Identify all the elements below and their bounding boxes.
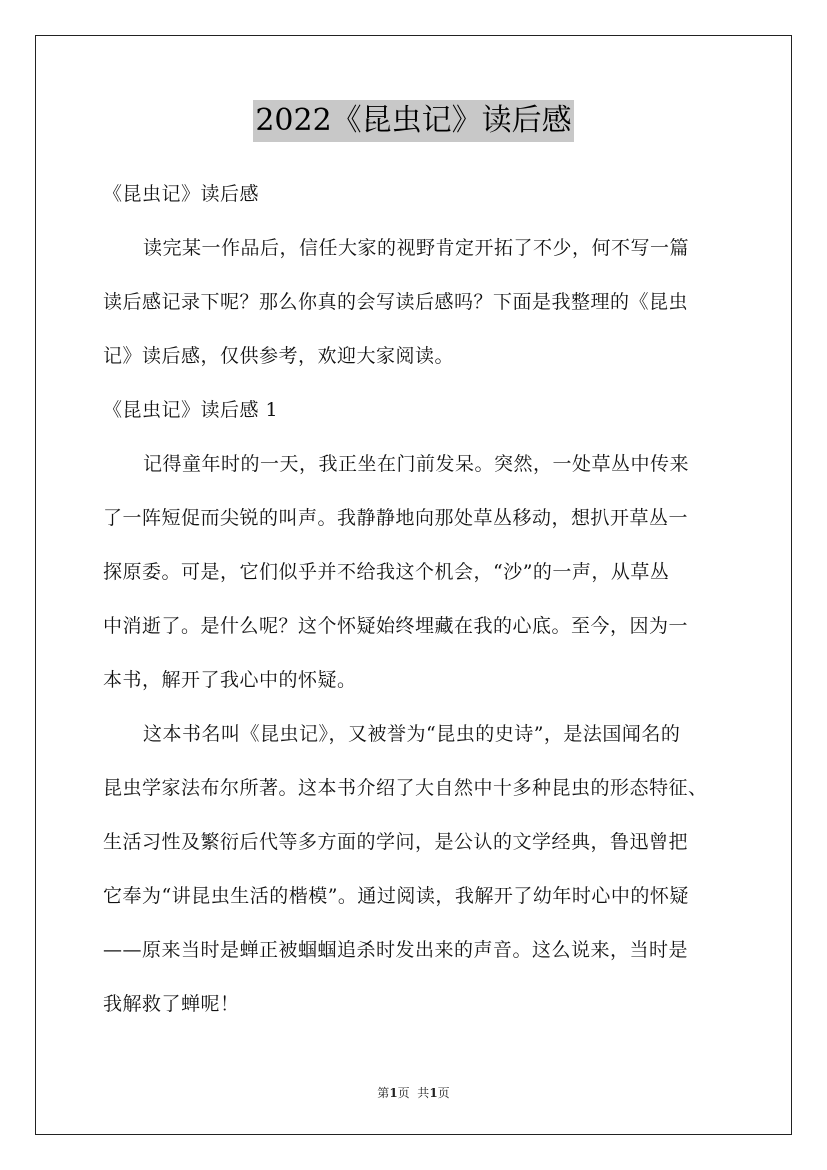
body-line: 本书，解开了我心中的怀疑。 bbox=[103, 669, 357, 691]
body-line: 记》读后感，仅供参考，欢迎大家阅读。 bbox=[103, 345, 455, 367]
subtitle-line: 《昆虫记》读后感 bbox=[103, 183, 260, 205]
body-line: 它奉为“讲昆虫生活的楷模”。通过阅读，我解开了幼年时心中的怀疑 bbox=[103, 885, 689, 907]
body-line: 探原委。可是，它们似乎并不给我这个机会，“沙”的一声，从草丛 bbox=[103, 561, 670, 583]
body-line: 记得童年时的一天，我正坐在门前发呆。突然，一处草丛中传来 bbox=[143, 453, 690, 475]
section-heading: 《昆虫记》读后感 1 bbox=[103, 399, 279, 421]
title-container bbox=[0, 100, 827, 142]
body-line: 这本书名叫《昆虫记》，又被誉为“昆虫的史诗”，是法国闻名的 bbox=[143, 723, 681, 745]
body-line: 中消逝了。是什么呢？这个怀疑始终埋藏在我的心底。至今，因为一 bbox=[103, 615, 689, 637]
body-line: 读后感记录下呢？那么你真的会写读后感吗？下面是我整理的《昆虫 bbox=[103, 291, 689, 313]
page-prefix: 第 bbox=[377, 1086, 390, 1100]
page-footer bbox=[0, 1084, 827, 1101]
body-line: 我解救了蝉呢！ bbox=[103, 993, 240, 1015]
page-mid: 页 共 bbox=[397, 1086, 430, 1100]
document-title: 2022《昆虫记》读后感 bbox=[253, 100, 573, 142]
body-line: 了一阵短促而尖锐的叫声。我静静地向那处草丛移动，想扒开草丛一 bbox=[103, 507, 689, 529]
body-line: ——原来当时是蝉正被蝈蝈追杀时发出来的声音。这么说来，当时是 bbox=[103, 939, 689, 961]
page-number: 1 bbox=[389, 1086, 398, 1100]
body-line: 读完某一作品后，信任大家的视野肯定开拓了不少，何不写一篇 bbox=[143, 237, 690, 259]
body-line: 昆虫学家法布尔所著。这本书介绍了大自然中十多种昆虫的形态特征、 bbox=[103, 777, 708, 799]
body-line: 生活习性及繁衍后代等多方面的学问，是公认的文学经典，鲁迅曾把 bbox=[103, 831, 689, 853]
page-suffix: 页 bbox=[437, 1086, 450, 1100]
page-total: 1 bbox=[429, 1086, 438, 1100]
